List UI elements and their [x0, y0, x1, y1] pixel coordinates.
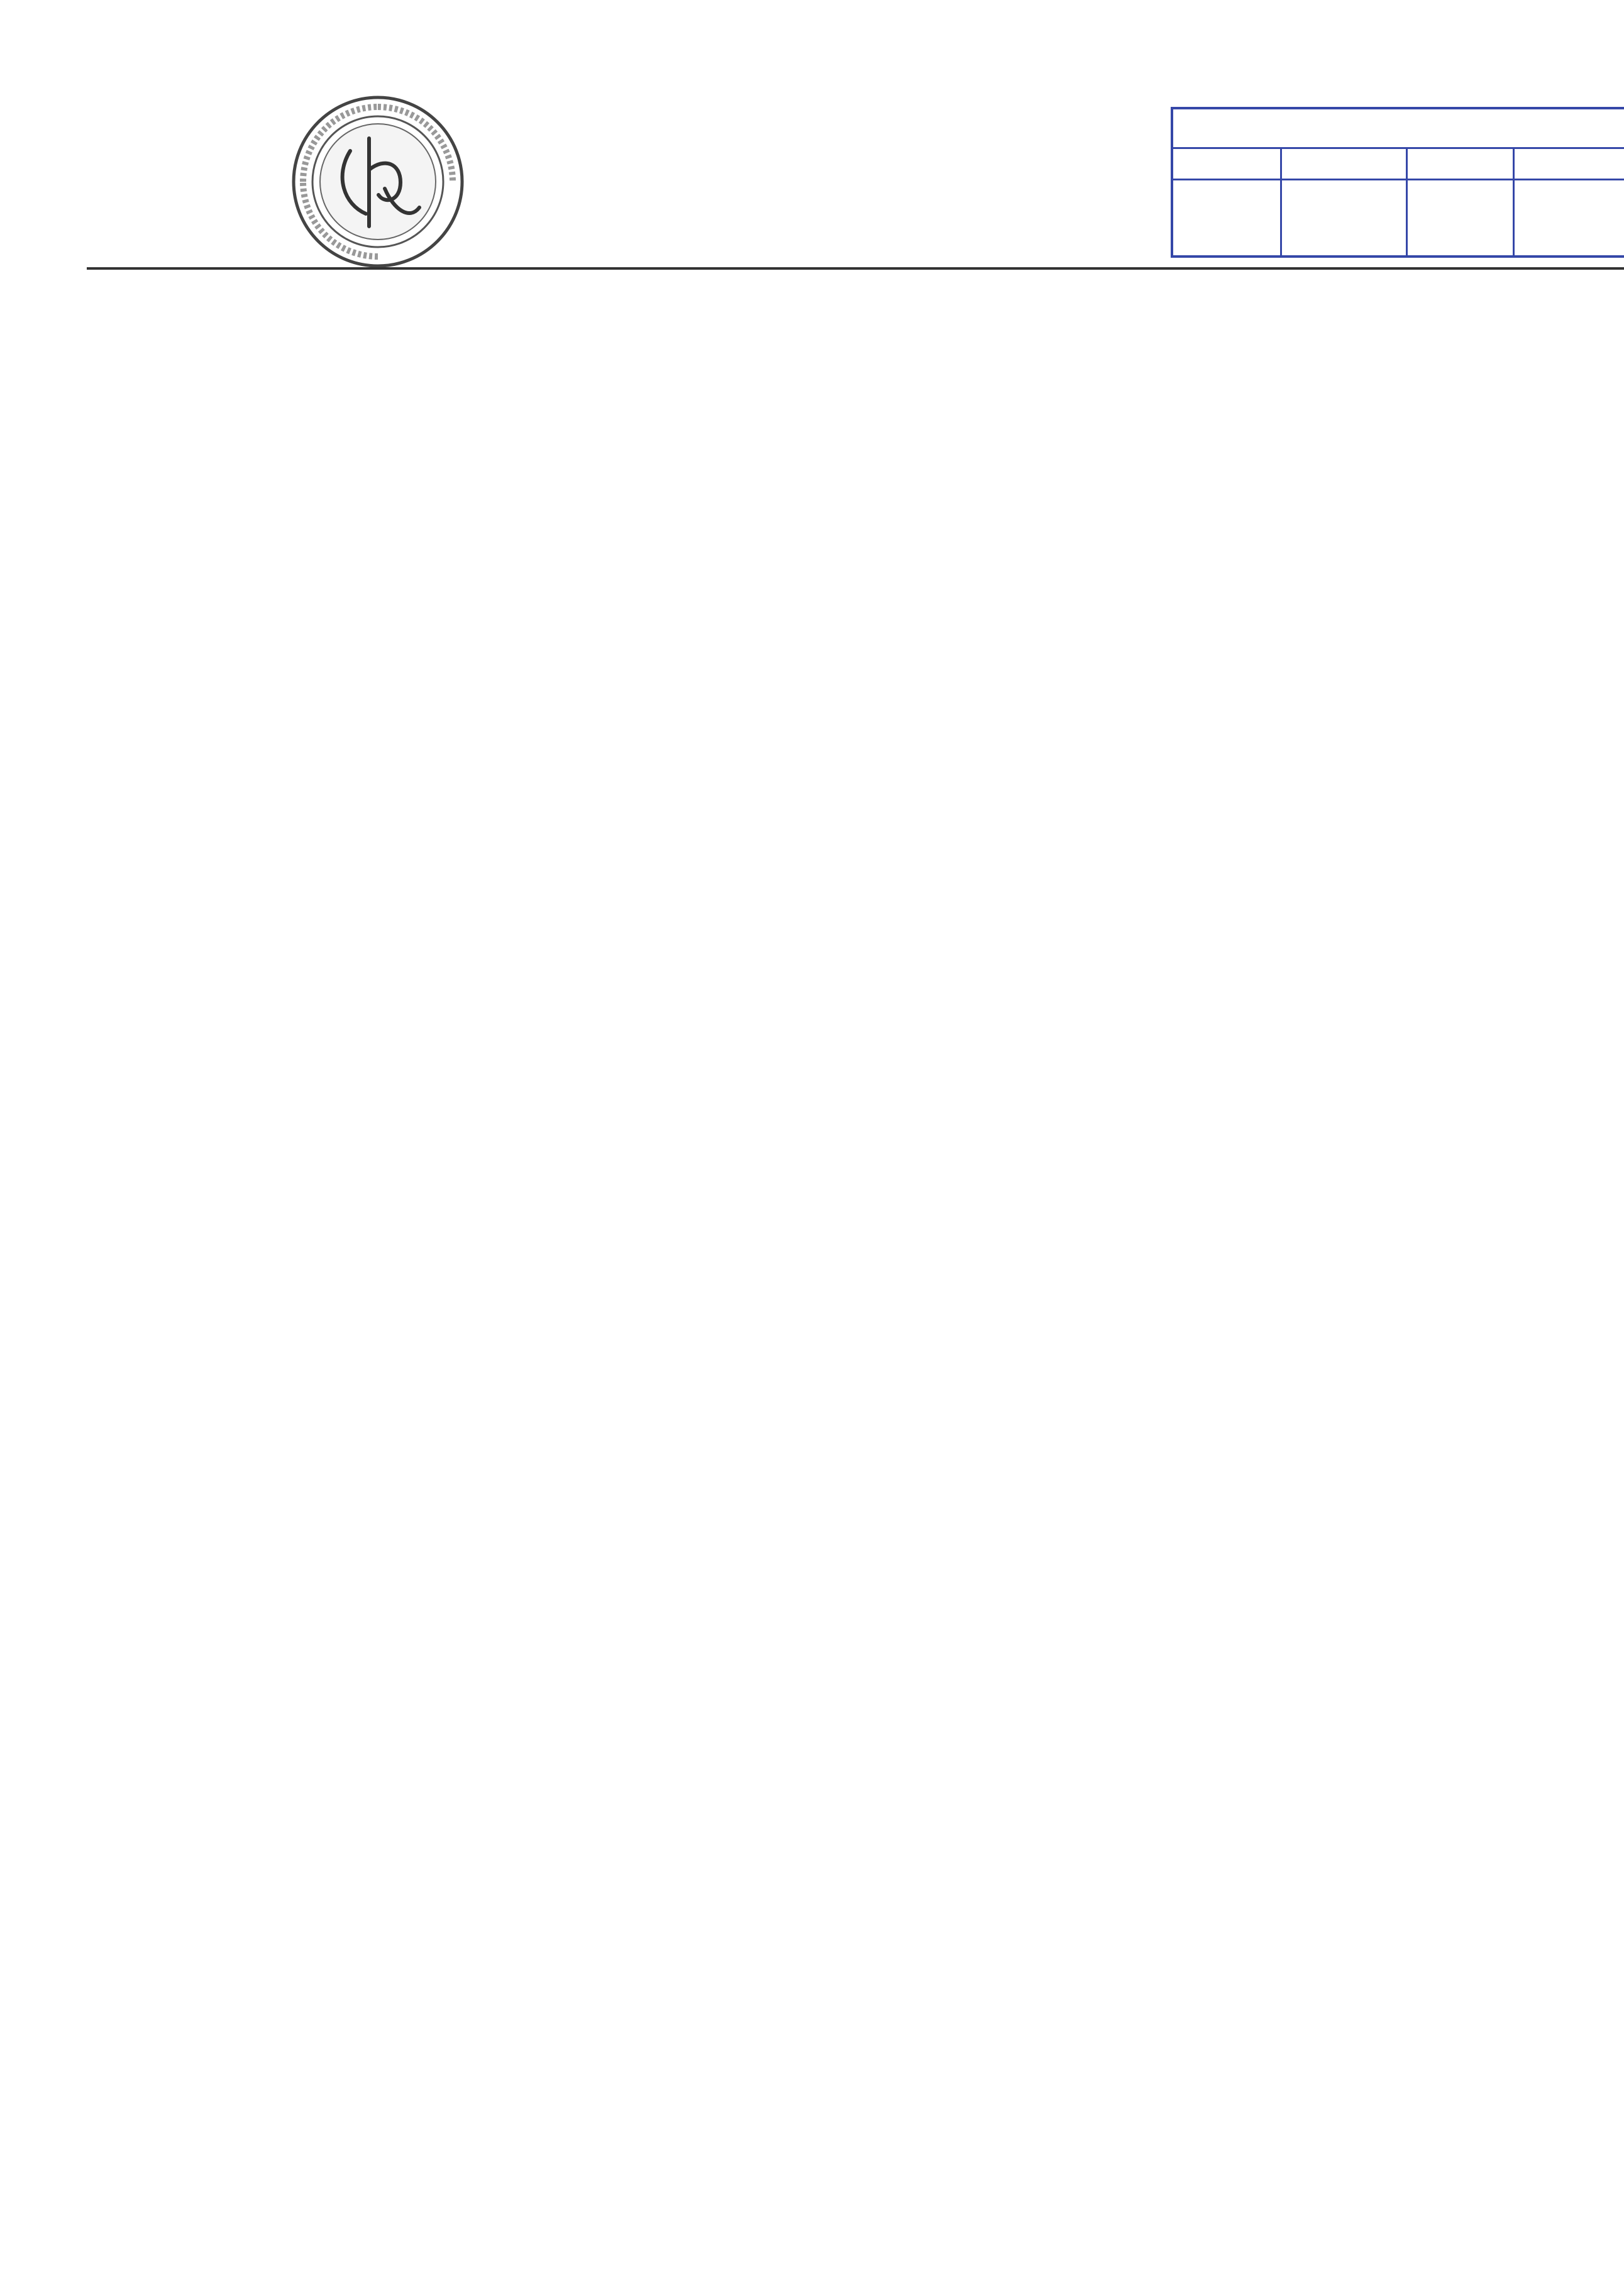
chamber-logo-icon	[290, 94, 465, 269]
received-stamp-box	[1171, 107, 1624, 258]
preamble-paragraph	[226, 390, 1503, 780]
received-stamp-name	[1298, 65, 1310, 103]
letterhead-divider	[87, 267, 1624, 270]
